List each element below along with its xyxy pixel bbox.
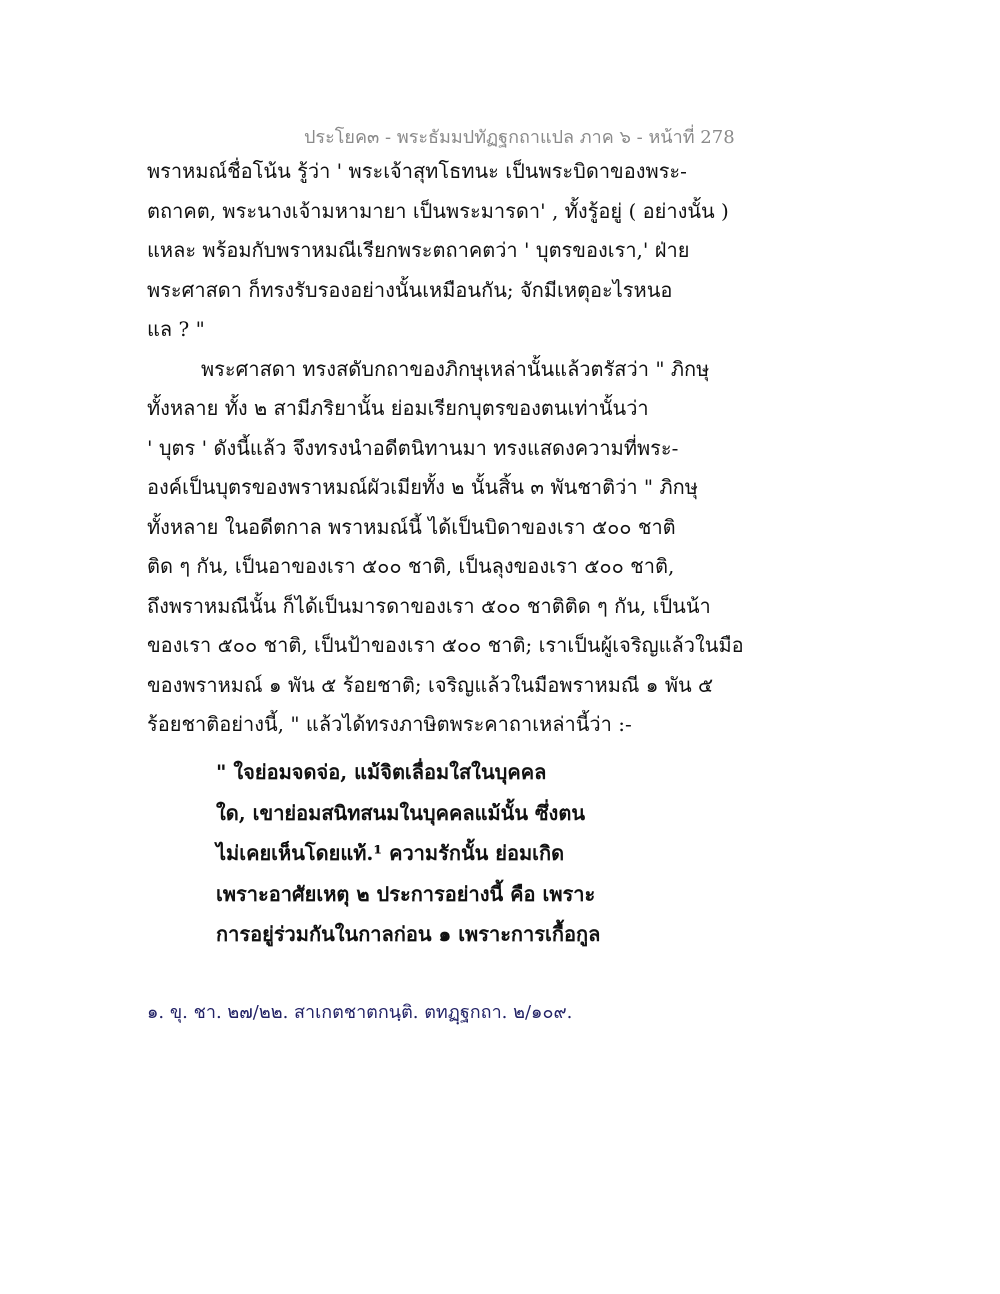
text-line: องค์เป็นบุตรของพราหมณ์ผัวเมียทั้ง ๒ นั้นสิ้น ๓ พันชาติว่า " ภิกษุ xyxy=(147,475,698,499)
text-line: ถึงพราหมณีนั้น ก็ได้เป็นมารดาของเรา ๕๐๐ ชาติติด ๆ กัน, เป็นน้า xyxy=(147,593,711,618)
text-line: พราหมณ์ชื่อโน้น รู้ว่า ' พระเจ้าสุทโธทนะ เป็นพระบิดาของพระ- xyxy=(147,159,687,183)
running-head: ประโยค๓ - พระธัมมปทัฏฐกถาแปล ภาค ๖ - หน้าที่ 278 xyxy=(304,127,735,148)
text-line: ของเรา ๕๐๐ ชาติ, เป็นป้าของเรา ๕๐๐ ชาติ; เราเป็นผู้เจริญแล้วในมือ xyxy=(147,633,744,657)
text-line: ของพราหมณ์ ๑ พัน ๕ ร้อยชาติ; เจริญแล้วในมือพราหมณี ๑ พัน ๕ xyxy=(147,672,714,697)
text-line: ทั้งหลาย ทั้ง ๒ สามีภริยานั้น ย่อมเรียกบุตรของตนเท่านั้นว่า xyxy=(147,396,649,420)
text-line: ร้อยชาติอย่างนี้, " แล้วได้ทรงภาษิตพระคาถาเหล่านี้ว่า :- xyxy=(147,712,632,736)
text-line: ติด ๆ กัน, เป็นอาของเรา ๕๐๐ ชาติ, เป็นลุงของเรา ๕๐๐ ชาติ, xyxy=(147,554,675,578)
text-line: แหละ พร้อมกับพราหมณีเรียกพระตถาคตว่า ' บุตรของเรา,' ฝ่าย xyxy=(147,238,690,262)
verse-line: ใด, เขาย่อมสนิทสนมในบุคคลแม้นั้น ซึ่งตน xyxy=(216,800,585,825)
text-line: พระศาสดา ทรงสดับกถาของภิกษุเหล่านั้นแล้วตรัสว่า " ภิกษุ xyxy=(201,356,710,381)
verse-line: การอยู่ร่วมกันในกาลก่อน ๑ เพราะการเกื้อกูล xyxy=(216,922,601,946)
verse-line: " ใจย่อมจดจ่อ, แม้จิตเลื่อมใสในบุคคล xyxy=(216,760,547,784)
text-line: ตถาคต, พระนางเจ้ามหามายา เป็นพระมารดา' , ทั้งรู้อยู่ ( อย่างนั้น ) xyxy=(147,198,729,223)
verse-block xyxy=(216,752,716,955)
text-line: ' บุตร ' ดังนี้แล้ว จึงทรงนำอดีตนิทานมา ทรงแสดงความที่พระ- xyxy=(147,435,679,460)
verse-line: ไม่เคยเห็นโดยแท้.¹ ความรักนั้น ย่อมเกิด xyxy=(216,841,565,865)
verse-line: เพราะอาศัยเหตุ ๒ ประการอย่างนี้ คือ เพราะ xyxy=(216,881,596,906)
body-text xyxy=(147,152,744,745)
footnote: ๑. ขุ. ชา. ๒๗/๒๒. สาเกตชาตกนฺติ. ตทฏฺฐกถา. ๒/๑๐๙. xyxy=(147,1002,573,1023)
text-line: แล ? " xyxy=(147,317,205,341)
text-line: พระศาสดา ก็ทรงรับรองอย่างนั้นเหมือนกัน; จักมีเหตุอะไรหนอ xyxy=(147,277,673,302)
text-line: ทั้งหลาย ในอดีตกาล พราหมณ์นี้ ได้เป็นบิดาของเรา ๕๐๐ ชาติ xyxy=(147,514,676,539)
